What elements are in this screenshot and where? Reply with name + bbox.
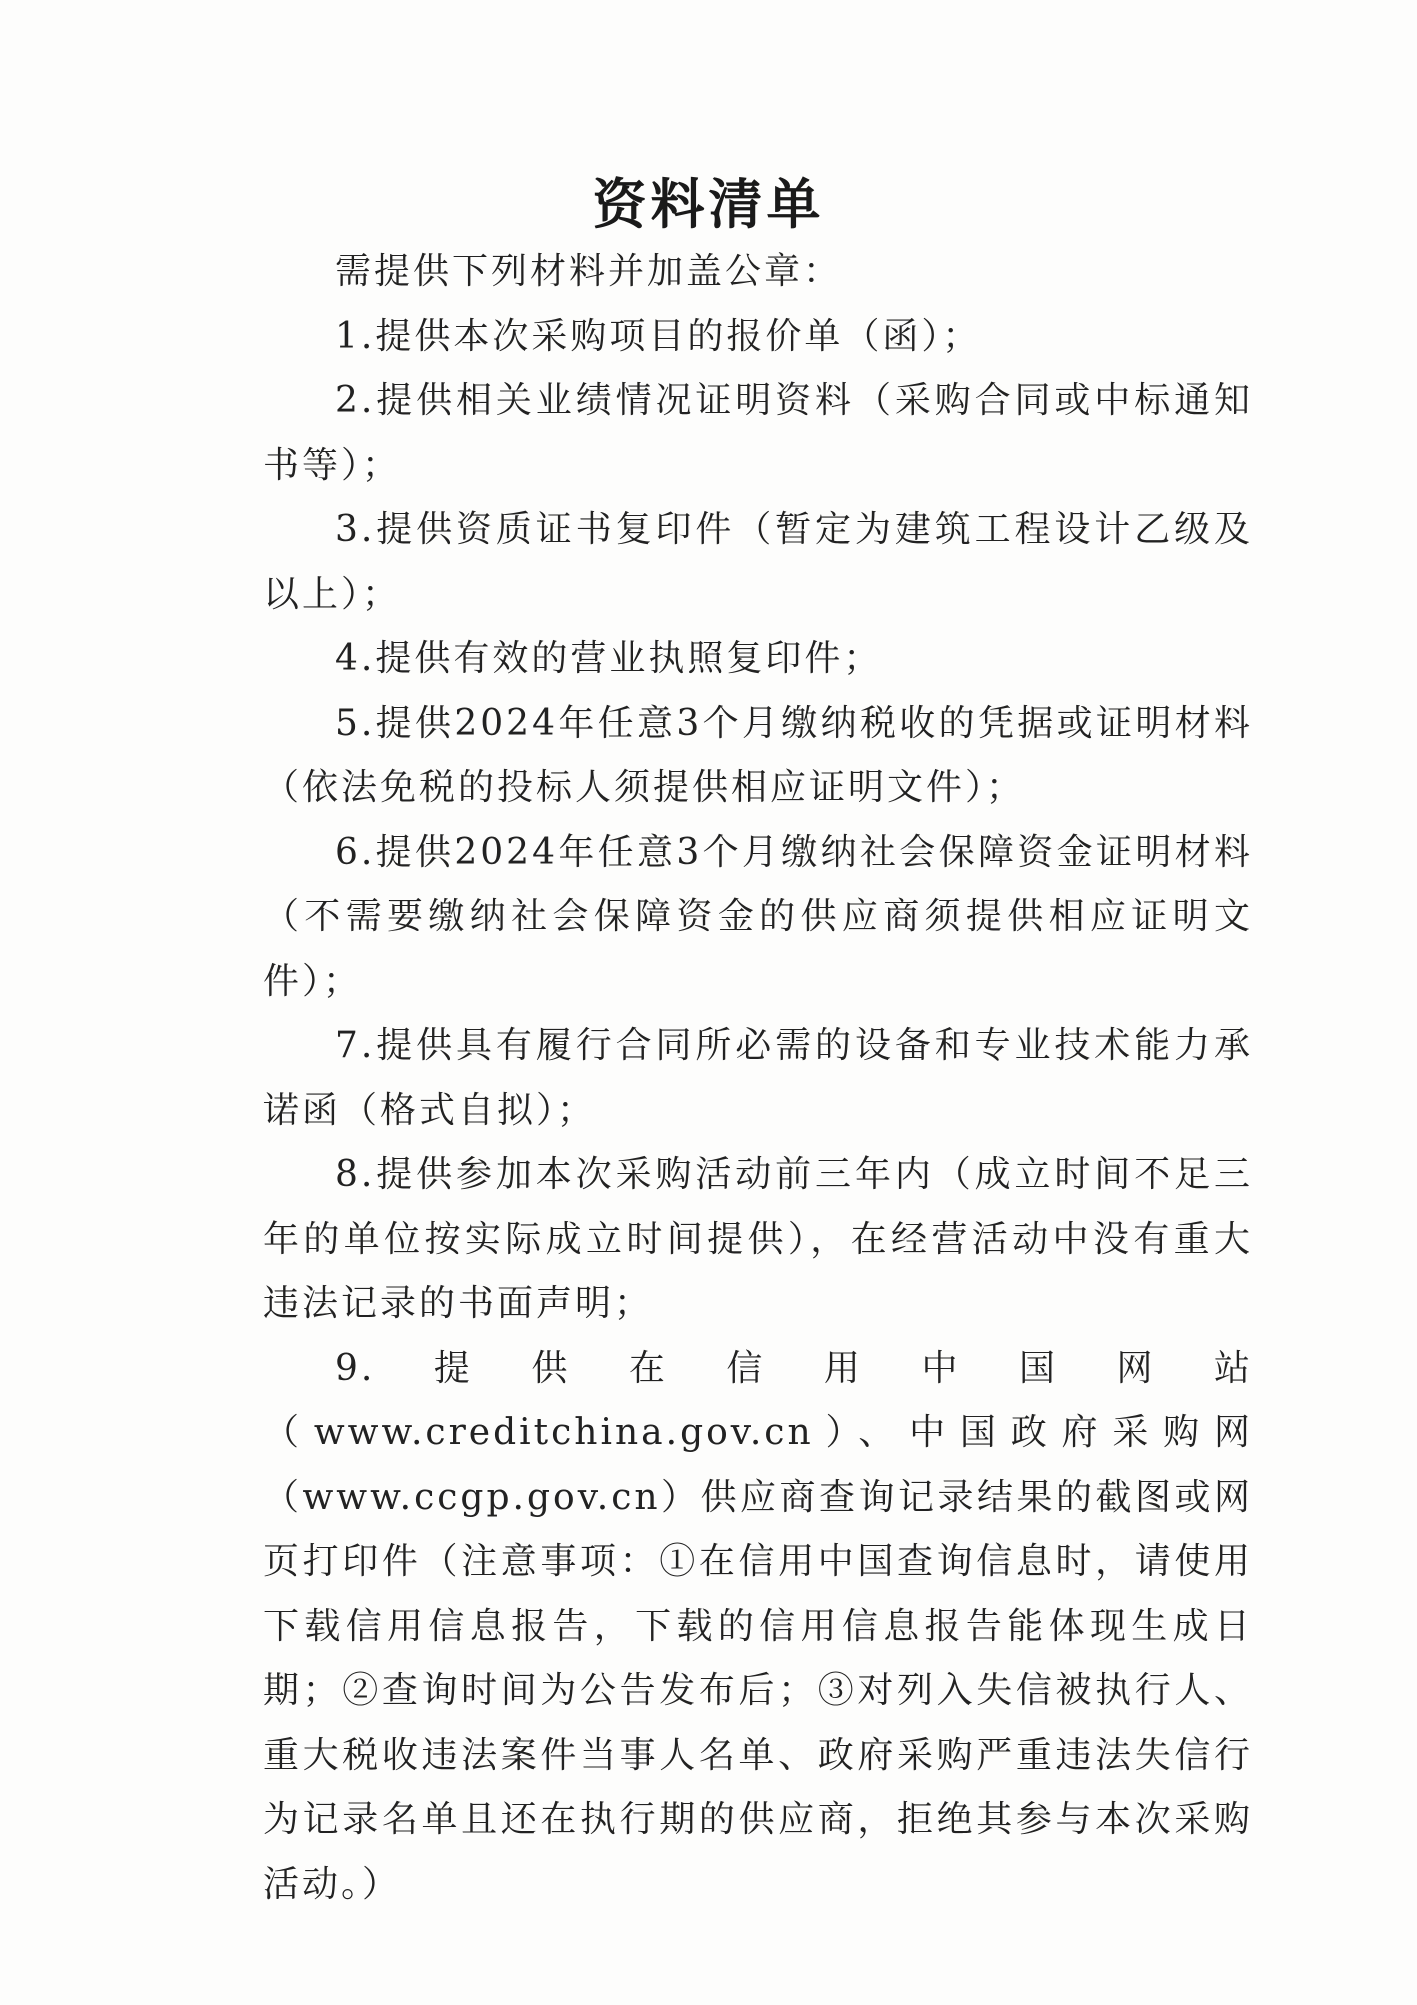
- list-item-6: 6.提供2024年任意3个月缴纳社会保障资金证明材料（不需要缴纳社会保障资金的供应商须提供相应证明文件）；: [263, 831, 1253, 1002]
- list-item-1: 1.提供本次采购项目的报价单（函）；: [335, 315, 982, 357]
- list-item-7: 7.提供具有履行合同所必需的设备和专业技术能力承诺函（格式自拟）；: [263, 1025, 1253, 1131]
- list-item-8: 8.提供参加本次采购活动前三年内（成立时间不足三年的单位按实际成立时间提供），在经营活动中没有重大违法记录的书面声明；: [263, 1154, 1253, 1324]
- list-item-5: 5.提供2024年任意3个月缴纳税收的凭据或证明材料（依法免税的投标人须提供相应证明文件）；: [263, 702, 1253, 808]
- list-item-9: 9.提供在信用中国网站（www.creditchina.gov.cn）、中国政府采购网（www.ccgp.gov.cn）供应商查询记录结果的截图或网页打印件（注意事项：①在信用中国查询信息时，请使用下载信用信息报告，下载的信用信息报告能体现生成日期；②查询时间为公告发布后；③对列入失信被执行人、重大税收违法案件当事人名单、政府采购严重违法失信行为记录名单且还在执行期的供应商，拒绝其参与本次采购活动。）: [263, 1347, 1253, 1905]
- intro-text: 需提供下列材料并加盖公章：: [335, 251, 843, 292]
- list-item-3: 3.提供资质证书复印件（暂定为建筑工程设计乙级及以上）；: [263, 509, 1253, 615]
- list-item-2: 2.提供相关业绩情况证明资料（采购合同或中标通知书等）；: [263, 380, 1253, 486]
- document-body: [263, 240, 1253, 1917]
- document-title: 资料清单: [592, 172, 825, 236]
- list-item-4: 4.提供有效的营业执照复印件；: [335, 638, 883, 679]
